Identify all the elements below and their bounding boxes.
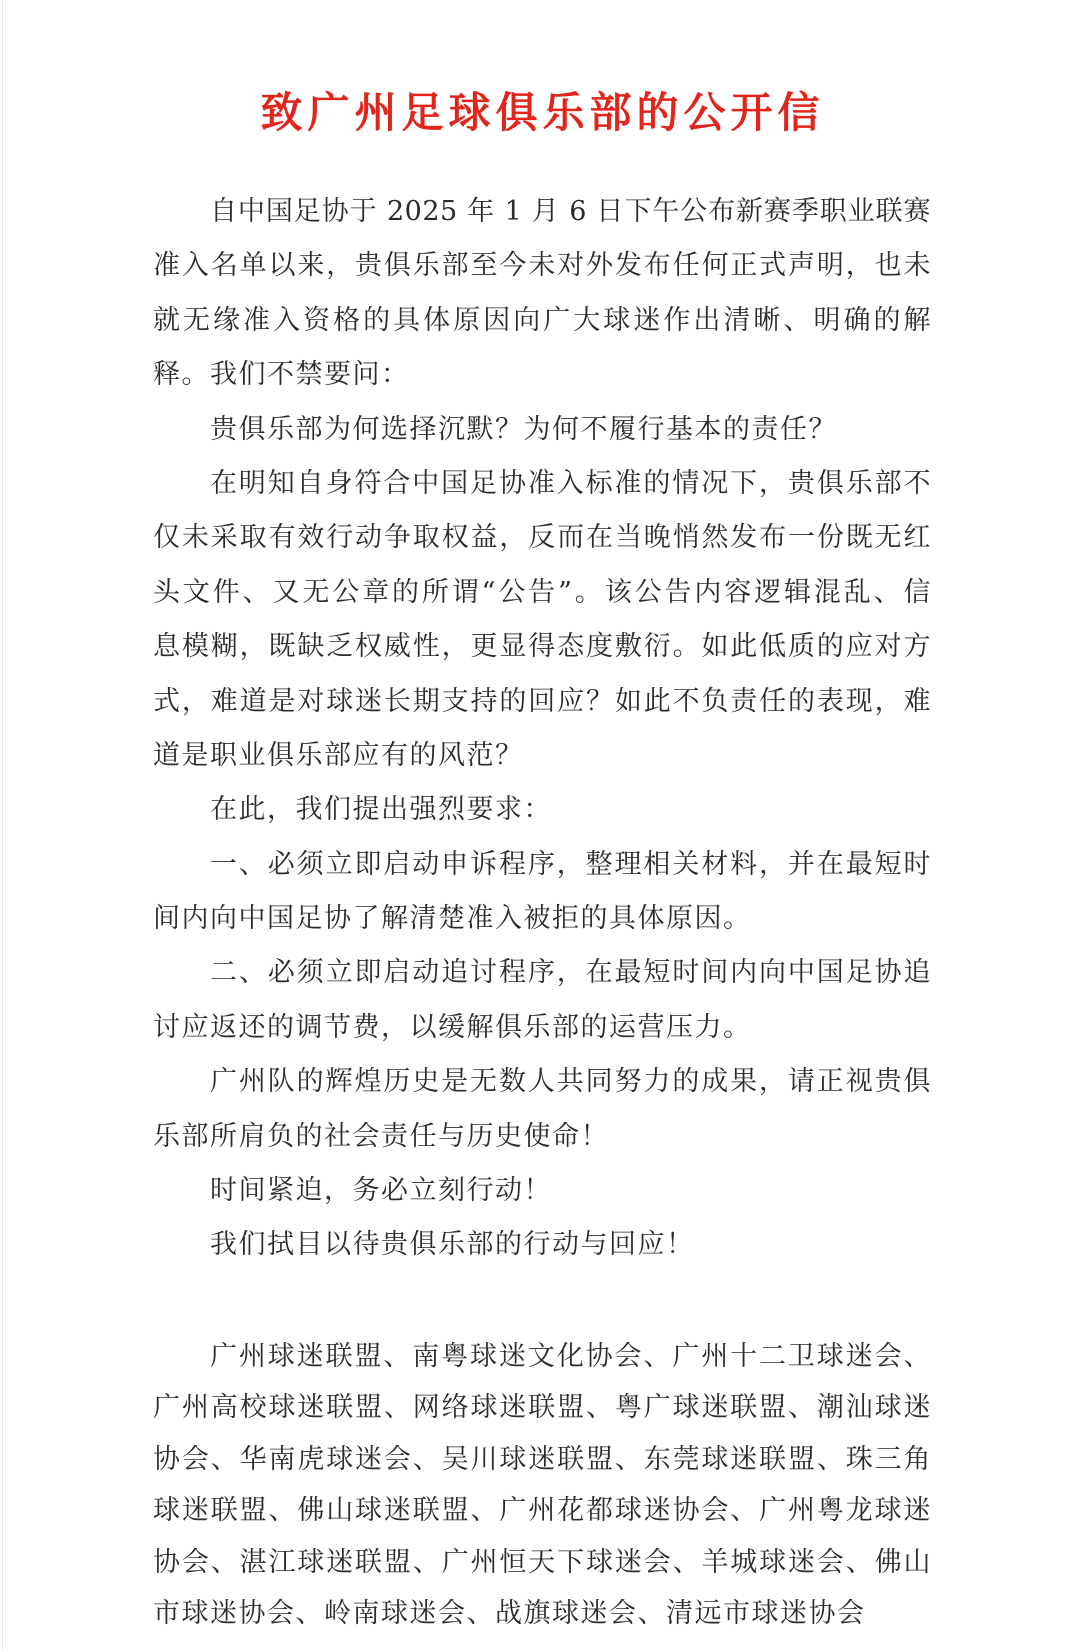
paragraph-line: 自中国足协于 2025 年 1 月 6 日下午公布新赛季职业联赛 — [210, 196, 931, 227]
paragraph-line: 乐部所肩负的社会责任与历史使命！ — [153, 1120, 609, 1152]
signatories-line: 球迷联盟、佛山球迷联盟、广州花都球迷协会、广州粤龙球迷 — [153, 1495, 931, 1527]
paragraph-line: 间内向中国足协了解清楚准入被拒的具体原因。 — [153, 903, 752, 935]
paragraph-line: 讨应返还的调节费，以缓解俱乐部的运营压力。 — [153, 1011, 752, 1043]
paragraph-line: 仅未采取有效行动争取权益，反而在当晚悄然发布一份既无红 — [153, 522, 931, 554]
paragraph-line: 息模糊，既缺乏权威性，更显得态度敷衍。如此低质的应对方 — [153, 631, 931, 663]
paragraph-line: 准入名单以来，贵俱乐部至今未对外发布任何正式声明，也未 — [153, 250, 931, 282]
paragraph-line: 我们拭目以待贵俱乐部的行动与回应！ — [210, 1229, 695, 1261]
paragraph-line: 在此，我们提出强烈要求： — [210, 794, 552, 826]
paragraph — [153, 946, 931, 1055]
paragraph — [153, 783, 931, 837]
paragraph — [153, 1218, 931, 1272]
signatories-line: 广州高校球迷联盟、网络球迷联盟、粤广球迷联盟、潮汕球迷 — [153, 1392, 931, 1424]
paragraph-line: 时间紧迫，务必立刻行动！ — [210, 1175, 552, 1207]
paragraph — [153, 1164, 931, 1218]
paragraph-line: 就无缘准入资格的具体原因向广大球迷作出清晰、明确的解 — [153, 304, 931, 336]
signatories-line: 市球迷协会、岭南球迷会、战旗球迷会、清远市球迷协会 — [153, 1597, 866, 1629]
paragraph-line: 式，难道是对球迷长期支持的回应？如此不负责任的表现，难 — [153, 685, 931, 717]
paragraph-line: 广州队的辉煌历史是无数人共同努力的成果，请正视贵俱 — [210, 1066, 931, 1098]
paragraph-line: 道是职业俱乐部应有的风范？ — [153, 739, 524, 771]
paragraph — [153, 403, 931, 457]
paragraph-line: 贵俱乐部为何选择沉默？为何不履行基本的责任？ — [210, 413, 837, 445]
signatories-line: 广州球迷联盟、南粤球迷文化协会、广州十二卫球迷会、 — [210, 1341, 931, 1372]
paragraph-line: 一、必须立即启动申诉程序，整理相关材料，并在最短时 — [210, 848, 931, 880]
paragraph-line: 头文件、又无公章的所谓“公告”。该公告内容逻辑混乱、信 — [153, 576, 931, 608]
signatories-line: 协会、华南虎球迷会、吴川球迷联盟、东莞球迷联盟、珠三角 — [153, 1443, 931, 1475]
paragraph — [153, 838, 931, 947]
paragraph-line: 二、必须立即启动追讨程序，在最短时间内向中国足协追 — [210, 957, 931, 989]
letter-title: 致广州足球俱乐部的公开信 — [260, 88, 825, 137]
paragraph — [153, 1055, 931, 1164]
signatories-list — [153, 1331, 931, 1639]
paragraph-line: 在明知自身符合中国足协准入标准的情况下，贵俱乐部不 — [210, 467, 931, 499]
signatories-line: 协会、湛江球迷联盟、广州恒天下球迷会、羊城球迷会、佛山 — [153, 1546, 931, 1578]
paragraph — [153, 185, 931, 403]
paragraph — [153, 457, 931, 783]
paragraph-line: 释。我们不禁要问： — [153, 359, 410, 391]
letter-body — [153, 185, 931, 1273]
page-edge-line — [2, 0, 3, 1651]
